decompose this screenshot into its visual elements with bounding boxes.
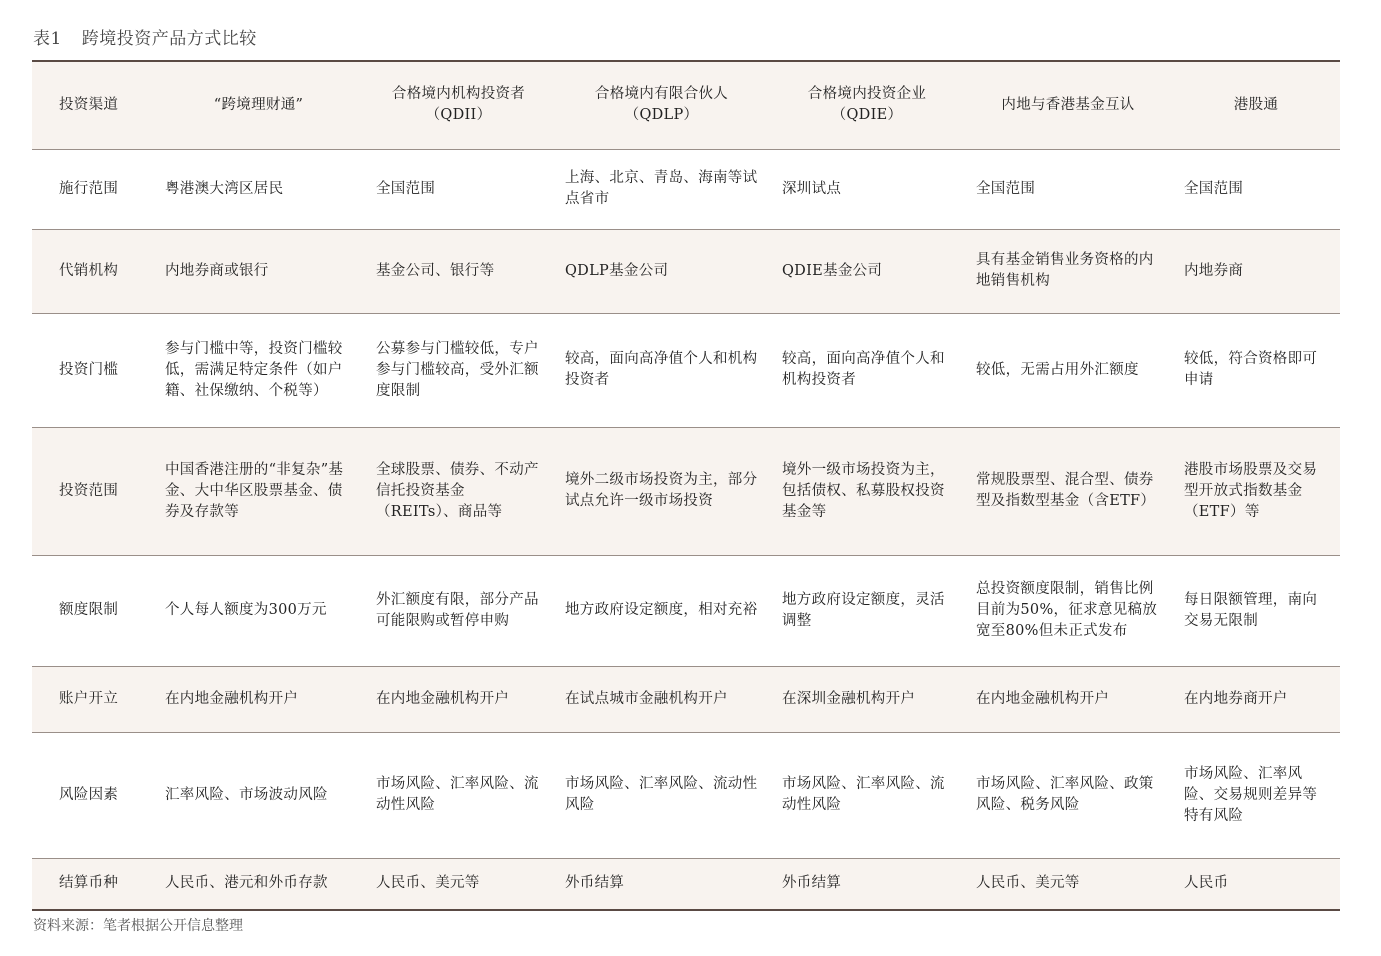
table-title: 跨境投资产品方式比较 [81,29,257,49]
header-cell: 港股通 [1233,96,1279,113]
table-row [32,313,1340,427]
table-row [32,229,1340,313]
table-cell: 在内地金融机构开户 [376,690,510,707]
table-cell: 全国范围 [1184,180,1244,197]
table-cell: 基金公司、银行等 [376,262,495,279]
header-cell: 合格境内有限合伙人 （QDLP） [594,86,729,124]
row-label: 额度限制 [59,602,119,618]
table-cell: 外汇额度有限，部分产品可能限购或暂停申购 [376,591,539,629]
table-cell: 较高，面向高净值个人和机构投资者 [565,351,758,388]
table-cell: 港股市场股票及交易型开放式指数基金（ETF）等 [1184,461,1318,520]
table-row [32,732,1340,858]
table-cell: 在深圳金融机构开户 [782,690,916,707]
table-cell: 市场风险、汇率风险、流动性风险 [565,776,758,813]
table-cell: 人民币、美元等 [976,875,1080,892]
table-caption [33,24,257,49]
table-cell: 人民币、港元和外币存款 [165,875,328,892]
row-label: 投资门槛 [59,361,119,378]
table-row [32,858,1340,910]
table-cell: 境外一级市场投资为主，包括债权、私募股权投资基金等 [782,461,945,520]
row-label: 账户开立 [59,690,119,707]
table-row [32,666,1340,732]
table-cell: 汇率风险、市场波动风险 [165,786,328,803]
table-cell: QDLP基金公司 [565,262,669,279]
source-note: 资料来源：笔者根据公开信息整理 [33,918,243,934]
table-cell: 全球股票、债券、不动产信托投资基金（REITs）、商品等 [376,461,539,520]
table-cell: 参与门槛中等，投资门槛较低，需满足特定条件（如户籍、社保缴纳、个税等） [165,340,343,399]
comparison-table [32,60,1340,911]
table-cell: 地方政府设定额度，相对充裕 [565,602,758,618]
table-cell: 在内地金融机构开户 [165,690,299,707]
header-cell: 内地与香港基金互认 [1001,96,1135,113]
table-number: 表1 [33,29,62,49]
table-row [32,427,1340,555]
header-cell: “跨境理财通” [213,96,304,113]
header-cell: 合格境内投资企业 （QDIE） [807,86,927,124]
row-label: 投资范围 [59,482,119,499]
table-cell: QDIE基金公司 [782,262,883,279]
row-label: 代销机构 [59,262,119,279]
table-cell: 中国香港注册的“非复杂”基金、大中华区股票基金、债券及存款等 [165,461,344,520]
table-row [32,149,1340,229]
table-cell: 在试点城市金融机构开户 [565,690,728,707]
table-cell: 外币结算 [782,875,842,892]
table-cell: 地方政府设定额度，灵活调整 [782,591,945,629]
table-cell: 深圳试点 [782,180,842,197]
table-cell: 在内地券商开户 [1184,690,1288,707]
table-cell: 较高，面向高净值个人和机构投资者 [782,351,945,388]
table-cell: 较低，符合资格即可申请 [1184,351,1318,388]
table-cell: 人民币、美元等 [376,875,480,892]
table-cell: 全国范围 [976,180,1036,197]
table-cell: 每日限额管理，南向交易无限制 [1184,591,1318,629]
table-cell: 常规股票型、混合型、债券型及指数型基金（含ETF） [976,472,1156,509]
table-cell: 内地券商 [1184,262,1244,279]
table-cell: 总投资额度限制，销售比例目前为50%，征求意见稿放宽至80%但未正式发布 [976,581,1158,639]
table-cell: 内地券商或银行 [165,262,269,279]
table-cell: 个人每人额度为300万元 [165,602,327,618]
table-cell: 粤港澳大湾区居民 [165,180,284,197]
table-cell: 上海、北京、青岛、海南等试点省市 [565,170,758,207]
table-cell: 市场风险、汇率风险、交易规则差异等特有风险 [1184,765,1318,824]
row-label: 风险因素 [59,786,119,803]
table-cell: 市场风险、汇率风险、流动性风险 [376,776,539,813]
header-row [32,61,1340,149]
table-cell: 在内地金融机构开户 [976,690,1110,707]
table-cell: 具有基金销售业务资格的内地销售机构 [976,252,1154,289]
table-cell: 境外二级市场投资为主，部分试点允许一级市场投资 [565,472,758,509]
table-cell: 市场风险、汇率风险、政策风险、税务风险 [976,776,1154,813]
table-cell: 市场风险、汇率风险、流动性风险 [782,776,945,813]
row-label: 结算币种 [59,875,119,892]
table-cell: 外币结算 [565,875,625,892]
table-cell: 公募参与门槛较低，专户参与门槛较高，受外汇额度限制 [376,340,539,399]
table-cell: 全国范围 [376,180,436,197]
table-row [32,555,1340,666]
table-cell: 人民币 [1184,875,1229,892]
table-cell: 较低，无需占用外汇额度 [976,361,1139,378]
header-cell: 合格境内机构投资者 （QDII） [391,86,526,124]
header-cell: 投资渠道 [59,96,119,113]
row-label: 施行范围 [59,180,119,197]
